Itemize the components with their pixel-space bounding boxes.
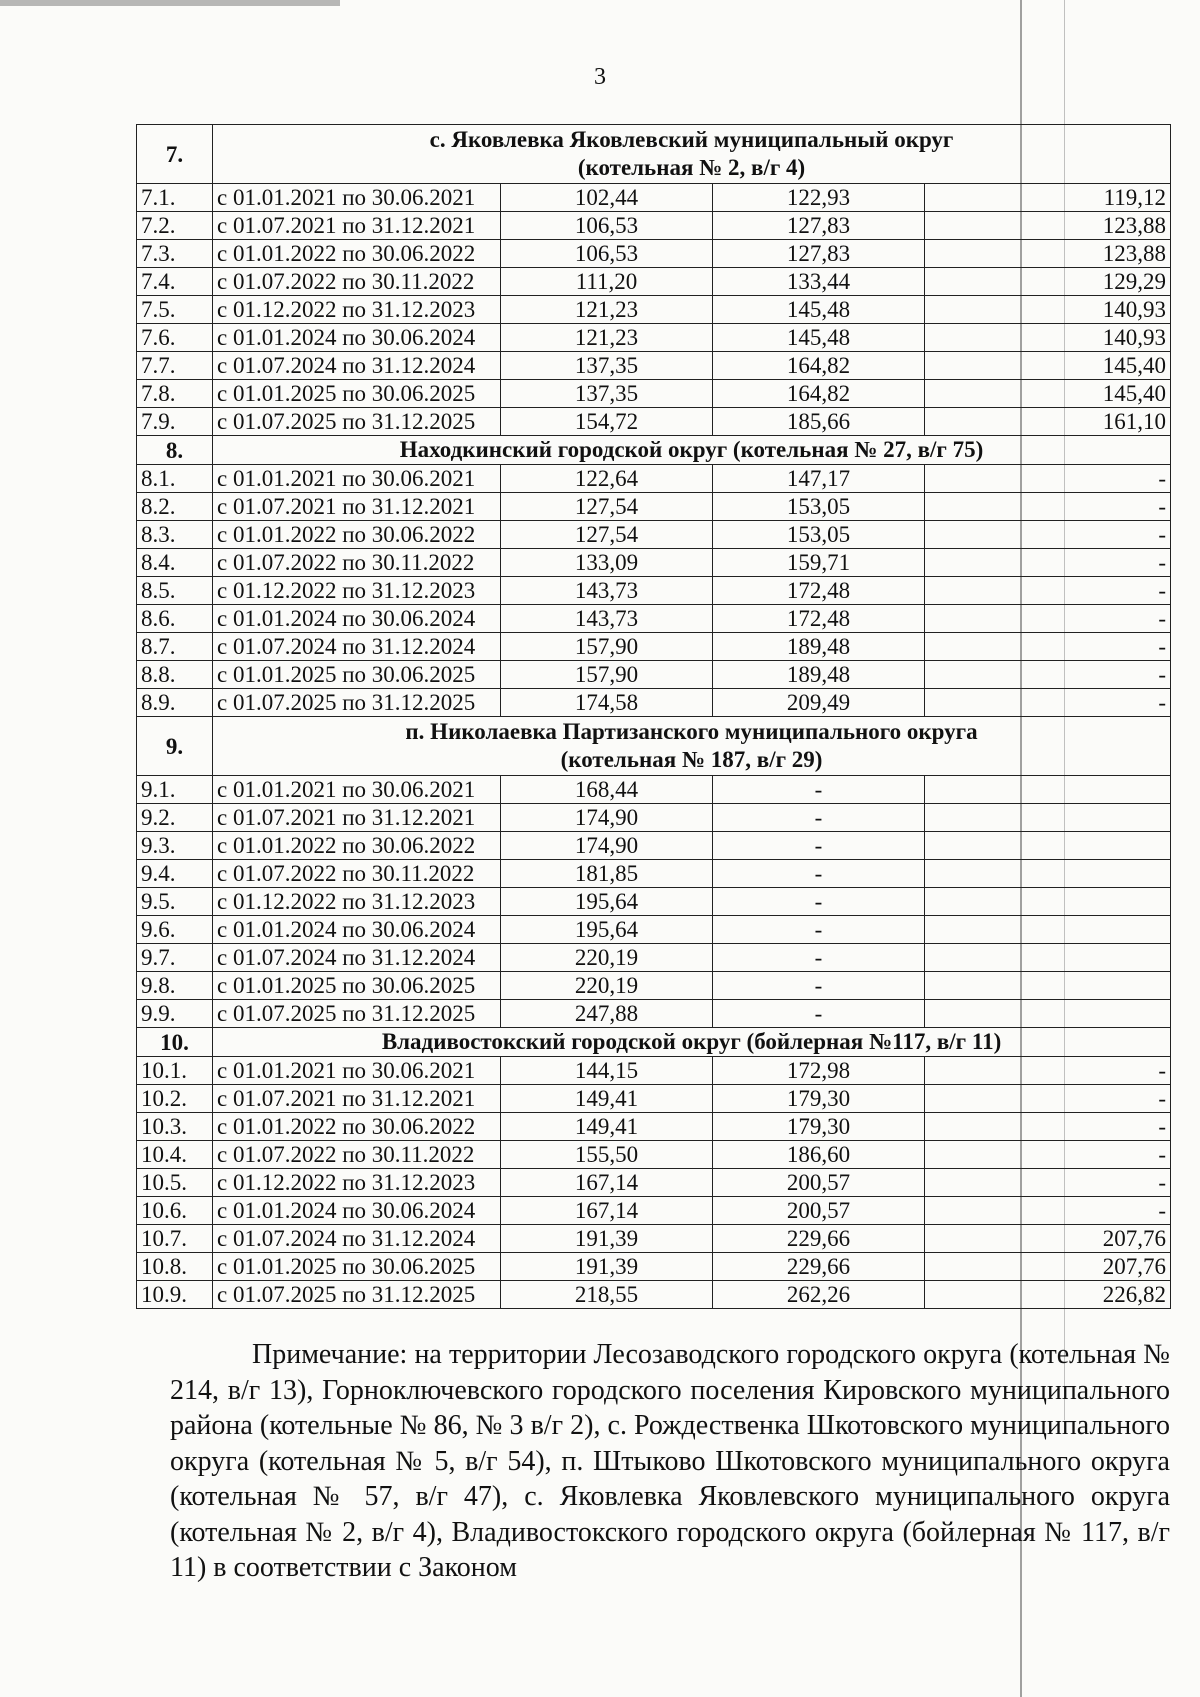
section-header-row (137, 717, 1171, 776)
row-value-2: - (713, 944, 925, 972)
row-value-3 (925, 972, 1171, 1000)
row-value-3: - (925, 689, 1171, 717)
row-period: с 01.01.2021 по 30.06.2021 (213, 1057, 501, 1085)
row-value-3: 226,82 (925, 1281, 1171, 1309)
section-number: 10. (137, 1028, 213, 1057)
row-value-1: 155,50 (501, 1141, 713, 1169)
row-value-2: - (713, 972, 925, 1000)
row-value-3 (925, 944, 1171, 972)
row-value-3: 207,76 (925, 1253, 1171, 1281)
row-number: 10.3. (137, 1113, 213, 1141)
row-value-3: 145,40 (925, 380, 1171, 408)
row-number: 10.9. (137, 1281, 213, 1309)
row-value-1: 144,15 (501, 1057, 713, 1085)
row-number: 10.6. (137, 1197, 213, 1225)
row-value-2: 153,05 (713, 493, 925, 521)
row-value-3: 161,10 (925, 408, 1171, 436)
row-number: 10.8. (137, 1253, 213, 1281)
row-value-2: 179,30 (713, 1113, 925, 1141)
row-period: с 01.07.2024 по 31.12.2024 (213, 944, 501, 972)
row-value-2: 185,66 (713, 408, 925, 436)
row-value-2: 164,82 (713, 380, 925, 408)
row-value-3: - (925, 661, 1171, 689)
row-value-1: 167,14 (501, 1197, 713, 1225)
row-value-3: 123,88 (925, 240, 1171, 268)
row-period: с 01.01.2025 по 30.06.2025 (213, 380, 501, 408)
row-number: 8.9. (137, 689, 213, 717)
table-row (137, 268, 1171, 296)
row-value-1: 191,39 (501, 1225, 713, 1253)
row-value-1: 220,19 (501, 944, 713, 972)
row-value-2: 127,83 (713, 240, 925, 268)
row-period: с 01.07.2021 по 31.12.2021 (213, 212, 501, 240)
row-value-2: - (713, 916, 925, 944)
row-period: с 01.01.2021 по 30.06.2021 (213, 184, 501, 212)
section-title-line: (котельная № 187, в/г 29) (560, 747, 823, 772)
row-value-3: - (925, 1169, 1171, 1197)
row-number: 7.4. (137, 268, 213, 296)
row-number: 9.1. (137, 776, 213, 804)
table-row (137, 1085, 1171, 1113)
row-value-2: 172,48 (713, 605, 925, 633)
section-title-line: (котельная № 2, в/г 4) (577, 155, 806, 180)
row-value-1: 137,35 (501, 352, 713, 380)
row-value-3: 207,76 (925, 1225, 1171, 1253)
row-number: 7.9. (137, 408, 213, 436)
table-row (137, 212, 1171, 240)
row-value-2: 159,71 (713, 549, 925, 577)
scan-artifact-top (0, 0, 340, 6)
row-value-3: - (925, 549, 1171, 577)
row-number: 7.2. (137, 212, 213, 240)
row-value-1: 149,41 (501, 1085, 713, 1113)
row-period: с 01.12.2022 по 31.12.2023 (213, 296, 501, 324)
row-value-1: 195,64 (501, 916, 713, 944)
row-value-1: 102,44 (501, 184, 713, 212)
table-row (137, 804, 1171, 832)
row-value-2: 229,66 (713, 1225, 925, 1253)
section-number: 9. (137, 717, 213, 776)
row-period: с 01.01.2024 по 30.06.2024 (213, 605, 501, 633)
row-value-1: 174,58 (501, 689, 713, 717)
row-value-1: 174,90 (501, 804, 713, 832)
table-row (137, 296, 1171, 324)
table-row (137, 1253, 1171, 1281)
table-row (137, 577, 1171, 605)
table-row (137, 240, 1171, 268)
row-value-3: - (925, 1197, 1171, 1225)
table-row (137, 324, 1171, 352)
row-number: 9.7. (137, 944, 213, 972)
row-value-2: - (713, 832, 925, 860)
table-row (137, 493, 1171, 521)
row-value-2: 229,66 (713, 1253, 925, 1281)
row-value-2: - (713, 860, 925, 888)
row-period: с 01.07.2025 по 31.12.2025 (213, 689, 501, 717)
row-period: с 01.07.2024 по 31.12.2024 (213, 352, 501, 380)
page-number: 3 (594, 64, 606, 90)
table-row (137, 184, 1171, 212)
row-period: с 01.07.2025 по 31.12.2025 (213, 408, 501, 436)
row-value-2: 133,44 (713, 268, 925, 296)
row-value-1: 106,53 (501, 240, 713, 268)
table-row (137, 661, 1171, 689)
table-row (137, 916, 1171, 944)
row-period: с 01.01.2021 по 30.06.2021 (213, 465, 501, 493)
row-number: 8.5. (137, 577, 213, 605)
row-value-2: - (713, 804, 925, 832)
row-number: 8.2. (137, 493, 213, 521)
table-row (137, 633, 1171, 661)
row-period: с 01.07.2021 по 31.12.2021 (213, 1085, 501, 1113)
row-value-2: 145,48 (713, 296, 925, 324)
table-row (137, 1281, 1171, 1309)
row-period: с 01.01.2022 по 30.06.2022 (213, 832, 501, 860)
row-value-2: 179,30 (713, 1085, 925, 1113)
row-value-3 (925, 832, 1171, 860)
row-number: 8.8. (137, 661, 213, 689)
row-value-2: 189,48 (713, 661, 925, 689)
table-row (137, 1225, 1171, 1253)
section-header-row (137, 436, 1171, 465)
row-value-1: 149,41 (501, 1113, 713, 1141)
section-title (213, 1028, 1171, 1057)
row-value-3 (925, 1000, 1171, 1028)
row-value-3: - (925, 1141, 1171, 1169)
row-value-2: 153,05 (713, 521, 925, 549)
row-number: 8.6. (137, 605, 213, 633)
row-value-1: 191,39 (501, 1253, 713, 1281)
section-title-line: с. Яковлевка Яковлевский муниципальный округ (429, 127, 954, 152)
table-row (137, 549, 1171, 577)
row-value-1: 181,85 (501, 860, 713, 888)
row-period: с 01.07.2024 по 31.12.2024 (213, 633, 501, 661)
row-period: с 01.01.2021 по 30.06.2021 (213, 776, 501, 804)
row-number: 7.1. (137, 184, 213, 212)
row-period: с 01.01.2025 по 30.06.2025 (213, 1253, 501, 1281)
row-number: 8.7. (137, 633, 213, 661)
row-period: с 01.07.2022 по 30.11.2022 (213, 549, 501, 577)
table-row (137, 1113, 1171, 1141)
table-row (137, 888, 1171, 916)
table-row (137, 408, 1171, 436)
row-value-1: 122,64 (501, 465, 713, 493)
row-value-1: 143,73 (501, 605, 713, 633)
row-value-2: 164,82 (713, 352, 925, 380)
row-period: с 01.12.2022 по 31.12.2023 (213, 1169, 501, 1197)
table-row (137, 689, 1171, 717)
row-number: 9.6. (137, 916, 213, 944)
row-number: 10.7. (137, 1225, 213, 1253)
row-number: 8.4. (137, 549, 213, 577)
section-title (213, 717, 1171, 776)
row-value-3 (925, 888, 1171, 916)
row-value-2: 200,57 (713, 1197, 925, 1225)
table-row (137, 1141, 1171, 1169)
section-number: 7. (137, 125, 213, 184)
row-number: 7.5. (137, 296, 213, 324)
row-value-2: 147,17 (713, 465, 925, 493)
row-value-2: 209,49 (713, 689, 925, 717)
row-value-1: 154,72 (501, 408, 713, 436)
row-value-1: 167,14 (501, 1169, 713, 1197)
row-value-3: - (925, 1057, 1171, 1085)
row-value-3: 119,12 (925, 184, 1171, 212)
tariff-table (136, 124, 1171, 1309)
row-value-3: - (925, 1113, 1171, 1141)
row-period: с 01.07.2022 по 30.11.2022 (213, 860, 501, 888)
row-period: с 01.01.2025 по 30.06.2025 (213, 661, 501, 689)
row-period: с 01.07.2022 по 30.11.2022 (213, 268, 501, 296)
tariff-table-body (137, 125, 1171, 1309)
row-period: с 01.07.2025 по 31.12.2025 (213, 1000, 501, 1028)
table-row (137, 1169, 1171, 1197)
section-header-row (137, 1028, 1171, 1057)
row-value-1: 121,23 (501, 296, 713, 324)
row-value-3: - (925, 605, 1171, 633)
row-value-1: 195,64 (501, 888, 713, 916)
row-value-3 (925, 776, 1171, 804)
table-row (137, 972, 1171, 1000)
row-number: 8.3. (137, 521, 213, 549)
row-period: с 01.01.2022 по 30.06.2022 (213, 521, 501, 549)
row-number: 8.1. (137, 465, 213, 493)
row-number: 9.5. (137, 888, 213, 916)
row-period: с 01.07.2021 по 31.12.2021 (213, 493, 501, 521)
row-value-1: 168,44 (501, 776, 713, 804)
row-value-1: 127,54 (501, 493, 713, 521)
row-value-1: 157,90 (501, 633, 713, 661)
row-period: с 01.01.2022 по 30.06.2022 (213, 1113, 501, 1141)
row-value-2: - (713, 1000, 925, 1028)
row-value-3 (925, 860, 1171, 888)
row-period: с 01.01.2022 по 30.06.2022 (213, 240, 501, 268)
row-number: 10.2. (137, 1085, 213, 1113)
section-title-line: п. Николаевка Партизанского муниципального округа (405, 719, 978, 744)
table-row (137, 605, 1171, 633)
row-value-2: 262,26 (713, 1281, 925, 1309)
row-number: 10.5. (137, 1169, 213, 1197)
table-row (137, 521, 1171, 549)
table-row (137, 776, 1171, 804)
row-period: с 01.07.2024 по 31.12.2024 (213, 1225, 501, 1253)
row-value-1: 174,90 (501, 832, 713, 860)
row-value-2: - (713, 776, 925, 804)
row-value-3: - (925, 521, 1171, 549)
row-value-2: - (713, 888, 925, 916)
note-text: Примечание: на территории Лесозаводского городского округа (котельная № 214, в/г 13), Горноключевского городского поселения Кировского муниципального района (котельные № 86, № 3 в/г 2), с. Рождественка Шкотовского муниципального округа (котельная № 5, в/г 54), п. Штыково Шкотовского муниципального округа (котельная № 57, в/г 47), с. Яковлевка Яковлевского муниципального округа (котельная № 2, в/г 4), Владивостокского городского округа (бойлерная № 117, в/г 11) в соответствии с Законом (170, 1339, 1170, 1583)
table-row (137, 860, 1171, 888)
row-value-1: 127,54 (501, 521, 713, 549)
row-value-3 (925, 916, 1171, 944)
row-period: с 01.12.2022 по 31.12.2023 (213, 888, 501, 916)
row-value-3: 140,93 (925, 324, 1171, 352)
table-row (137, 465, 1171, 493)
row-value-3: 145,40 (925, 352, 1171, 380)
row-value-3: - (925, 633, 1171, 661)
row-number: 7.7. (137, 352, 213, 380)
row-number: 9.8. (137, 972, 213, 1000)
row-period: с 01.01.2024 по 30.06.2024 (213, 324, 501, 352)
row-number: 9.2. (137, 804, 213, 832)
row-value-3: - (925, 577, 1171, 605)
row-value-3: 123,88 (925, 212, 1171, 240)
section-number: 8. (137, 436, 213, 465)
table-row (137, 944, 1171, 972)
row-value-2: 122,93 (713, 184, 925, 212)
row-value-3: - (925, 465, 1171, 493)
row-number: 7.3. (137, 240, 213, 268)
row-period: с 01.01.2024 по 30.06.2024 (213, 916, 501, 944)
table-row (137, 1000, 1171, 1028)
row-number: 9.9. (137, 1000, 213, 1028)
row-value-1: 111,20 (501, 268, 713, 296)
row-value-1: 143,73 (501, 577, 713, 605)
row-period: с 01.12.2022 по 31.12.2023 (213, 577, 501, 605)
row-period: с 01.01.2025 по 30.06.2025 (213, 972, 501, 1000)
row-value-1: 106,53 (501, 212, 713, 240)
row-number: 9.3. (137, 832, 213, 860)
row-value-2: 172,48 (713, 577, 925, 605)
table-row (137, 352, 1171, 380)
row-period: с 01.07.2025 по 31.12.2025 (213, 1281, 501, 1309)
row-period: с 01.07.2021 по 31.12.2021 (213, 804, 501, 832)
row-value-2: 145,48 (713, 324, 925, 352)
row-value-3: - (925, 493, 1171, 521)
row-value-1: 218,55 (501, 1281, 713, 1309)
row-value-2: 172,98 (713, 1057, 925, 1085)
row-value-2: 189,48 (713, 633, 925, 661)
row-number: 7.6. (137, 324, 213, 352)
row-value-2: 200,57 (713, 1169, 925, 1197)
row-value-1: 247,88 (501, 1000, 713, 1028)
section-title (213, 125, 1171, 184)
row-value-1: 121,23 (501, 324, 713, 352)
row-period: с 01.07.2022 по 30.11.2022 (213, 1141, 501, 1169)
note-block (170, 1337, 1170, 1586)
table-row (137, 832, 1171, 860)
row-number: 10.1. (137, 1057, 213, 1085)
row-value-3: - (925, 1085, 1171, 1113)
row-value-1: 133,09 (501, 549, 713, 577)
section-title-line: Владивостокский городской округ (бойлерная №117, в/г 11) (381, 1029, 1002, 1054)
row-value-3: 129,29 (925, 268, 1171, 296)
row-value-1: 137,35 (501, 380, 713, 408)
section-header-row (137, 125, 1171, 184)
row-number: 7.8. (137, 380, 213, 408)
row-value-2: 127,83 (713, 212, 925, 240)
section-title (213, 436, 1171, 465)
table-row (137, 1057, 1171, 1085)
row-period: с 01.01.2024 по 30.06.2024 (213, 1197, 501, 1225)
row-value-3 (925, 804, 1171, 832)
table-row (137, 1197, 1171, 1225)
row-value-1: 157,90 (501, 661, 713, 689)
row-number: 9.4. (137, 860, 213, 888)
row-value-3: 140,93 (925, 296, 1171, 324)
table-row (137, 380, 1171, 408)
section-title-line: Находкинский городской округ (котельная № 27, в/г 75) (399, 437, 984, 462)
row-value-2: 186,60 (713, 1141, 925, 1169)
row-value-1: 220,19 (501, 972, 713, 1000)
row-number: 10.4. (137, 1141, 213, 1169)
